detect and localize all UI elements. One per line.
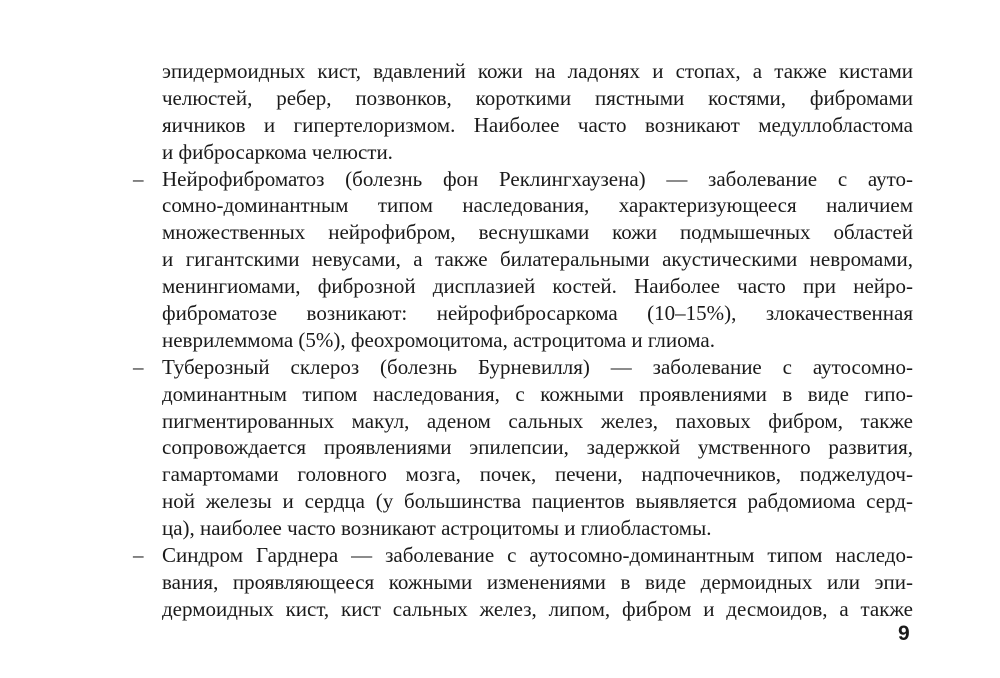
text-line: яичников и гипертелоризмом. Наиболее часто возникают медуллобластома (162, 112, 913, 137)
text-line: ной железы и сердца (у большинства пациентов выявляется рабдомиома серд- (162, 489, 913, 514)
text-line: вания, проявляющееся кожными изменениями в виде дермоидных или эпи- (162, 569, 913, 594)
text-line: и гигантскими невусами, а также билатеральными акустическими невромами, (162, 247, 913, 272)
text-line: челюстей, ребер, позвонков, короткими пястными костями, фибромами (162, 85, 913, 110)
text-line: фиброматозе возникают: нейрофибросаркома (10–15%), злокачественная (162, 301, 913, 326)
text-line: ца), наиболее часто возникают астроцитомы и глиобластомы. (162, 516, 712, 541)
text-line: сомно-доминантным типом наследования, характеризующееся наличием (162, 193, 913, 218)
text-line: пигментированных макул, аденом сальных желез, паховых фибром, также (162, 408, 913, 433)
page-body (133, 58, 913, 623)
text-line: множественных нейрофибром, веснушками кожи подмышечных областей (162, 220, 913, 245)
text-line: Синдром Гарднера — заболевание с аутосомно-доминантным типом наследо- (162, 543, 913, 568)
list-dash: – (133, 166, 144, 191)
list-item-gardner-syndrome (133, 542, 913, 623)
list-item-neurofibromatosis (133, 166, 913, 354)
text-line: доминантным типом наследования, с кожными проявлениями в виде гипо- (162, 381, 913, 406)
page-number: 9 (898, 622, 910, 645)
text-line: сопровождается проявлениями эпилепсии, задержкой умственного развития, (162, 435, 913, 460)
text-line: гамартомами головного мозга, почек, печени, надпочечников, поджелудоч- (162, 462, 913, 487)
text-line: Нейрофиброматоз (болезнь фон Реклингхаузена) — заболевание с ауто- (162, 166, 913, 191)
text-line: эпидермоидных кист, вдавлений кожи на ладонях и стопах, а также кистами (162, 59, 913, 83)
list-dash: – (133, 354, 144, 379)
text-line: и фибросаркома челюсти. (162, 139, 393, 164)
continuation-paragraph (133, 58, 913, 166)
list-dash: – (133, 543, 144, 568)
text-line: неврилеммома (5%), феохромоцитома, астроцитома и глиома. (162, 327, 715, 352)
text-line: Туберозный склероз (болезнь Бурневилля) — заболевание с аутосомно- (162, 354, 913, 379)
list-item-tuberous-sclerosis (133, 354, 913, 542)
text-line: дермоидных кист, кист сальных желез, липом, фибром и десмоидов, а также (162, 596, 913, 621)
text-line: менингиомами, фиброзной дисплазией костей. Наиболее часто при нейро- (162, 274, 913, 299)
